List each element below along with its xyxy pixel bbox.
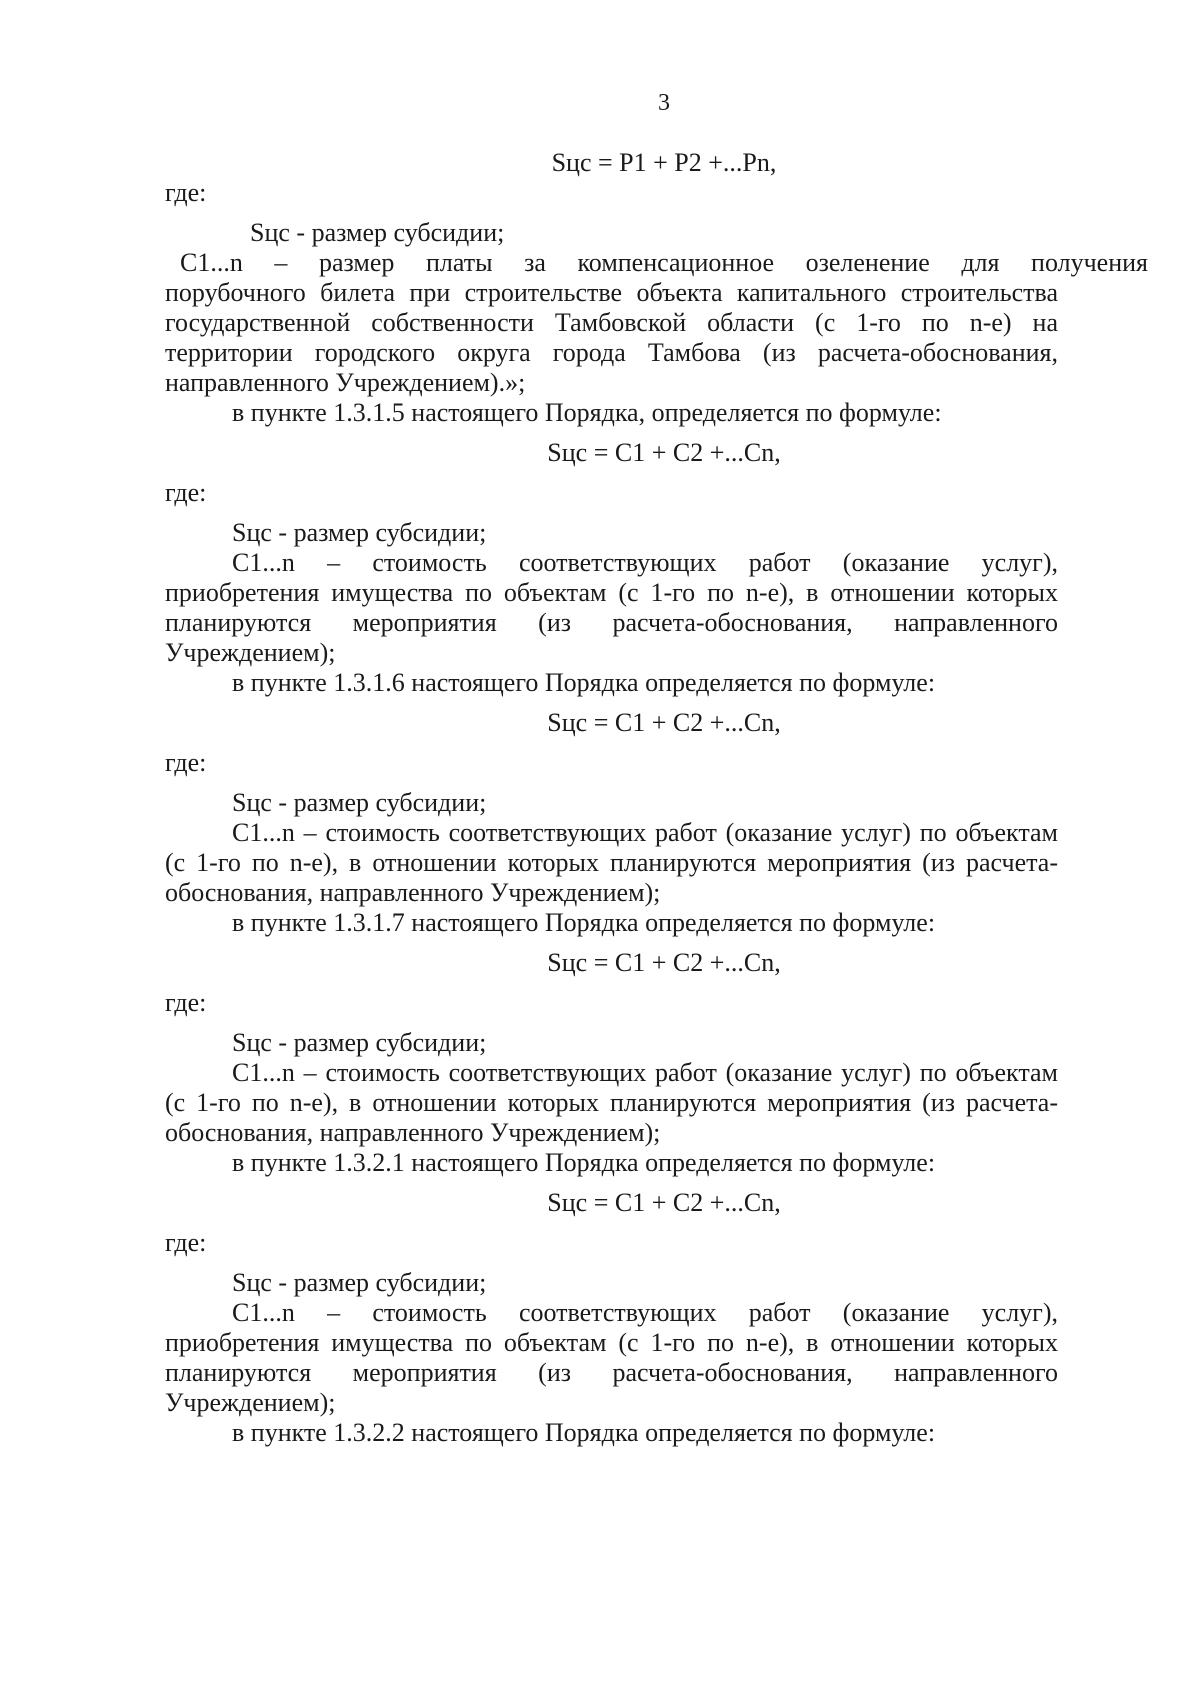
- where-label: где:: [165, 988, 207, 1017]
- block4-line3: обоснования, направленного Учреждением);: [165, 1118, 661, 1147]
- formula-c-3: Sцс = C1 + C2 +...Cn,: [547, 948, 781, 977]
- intro-1322: в пункте 1.3.2.2 настоящего Порядка определяется по формуле:: [232, 1418, 936, 1447]
- where-label: где:: [165, 178, 207, 207]
- block3-line3: обоснования, направленного Учреждением);: [165, 878, 661, 907]
- block5-line1: C1...n – стоимость соответствующих работ (оказание услуг),: [232, 1298, 1058, 1327]
- definition-s: Sцс - размер субсидии;: [232, 518, 487, 547]
- block5-line2: приобретения имущества по объектам (с 1-го по n-е), в отношении которых: [165, 1328, 1058, 1357]
- block4-line2: (с 1-го по n-е), в отношении которых планируются мероприятия (из расчета-: [165, 1088, 1058, 1117]
- where-label: где:: [165, 748, 207, 777]
- block2-line1: C1...n – стоимость соответствующих работ (оказание услуг),: [232, 548, 1058, 577]
- block5-line4: Учреждением);: [165, 1388, 336, 1417]
- where-label: где:: [165, 478, 207, 507]
- formula-c-1: Sцс = C1 + C2 +...Cn,: [547, 438, 781, 467]
- definition-s: Sцс - размер субсидии;: [250, 218, 505, 247]
- block1-line3: государственной собственности Тамбовской области (с 1-го по n-е) на: [165, 308, 1058, 337]
- block1-line1: C1...n – размер платы за компенсационное озеленение для получения: [180, 248, 1148, 277]
- block3-line2: (с 1-го по n-е), в отношении которых планируются мероприятия (из расчета-: [165, 848, 1058, 877]
- definition-s: Sцс - размер субсидии;: [232, 1268, 487, 1297]
- intro-1316: в пункте 1.3.1.6 настоящего Порядка определяется по формуле:: [232, 668, 936, 697]
- intro-1317: в пункте 1.3.1.7 настоящего Порядка определяется по формуле:: [232, 908, 936, 937]
- block5-line3: планируются мероприятия (из расчета-обоснования, направленного: [165, 1358, 1058, 1387]
- page-number: 3: [658, 90, 670, 116]
- block1-line4: территории городского округа города Тамбова (из расчета-обоснования,: [165, 338, 1058, 367]
- block1-line5: направленного Учреждением).»;: [165, 368, 526, 397]
- intro-1321: в пункте 1.3.2.1 настоящего Порядка определяется по формуле:: [232, 1148, 936, 1177]
- definition-s: Sцс - размер субсидии;: [232, 1028, 487, 1057]
- intro-1315: в пункте 1.3.1.5 настоящего Порядка, определяется по формуле:: [232, 398, 942, 427]
- block2-line2: приобретения имущества по объектам (с 1-го по n-е), в отношении которых: [165, 578, 1058, 607]
- definition-s: Sцс - размер субсидии;: [232, 788, 487, 817]
- formula-c-2: Sцс = C1 + C2 +...Cn,: [547, 708, 781, 737]
- block2-line4: Учреждением);: [165, 638, 336, 667]
- formula-c-4: Sцс = C1 + C2 +...Cn,: [547, 1188, 781, 1217]
- block1-line2: порубочного билета при строительстве объекта капитального строительства: [165, 278, 1058, 307]
- block2-line3: планируются мероприятия (из расчета-обоснования, направленного: [165, 608, 1058, 637]
- formula-p: Sцс = P1 + P2 +...Pn,: [551, 148, 777, 177]
- block3-line1: C1...n – стоимость соответствующих работ (оказание услуг) по объектам: [232, 818, 1058, 847]
- block4-line1: C1...n – стоимость соответствующих работ (оказание услуг) по объектам: [232, 1058, 1058, 1087]
- where-label: где:: [165, 1228, 207, 1257]
